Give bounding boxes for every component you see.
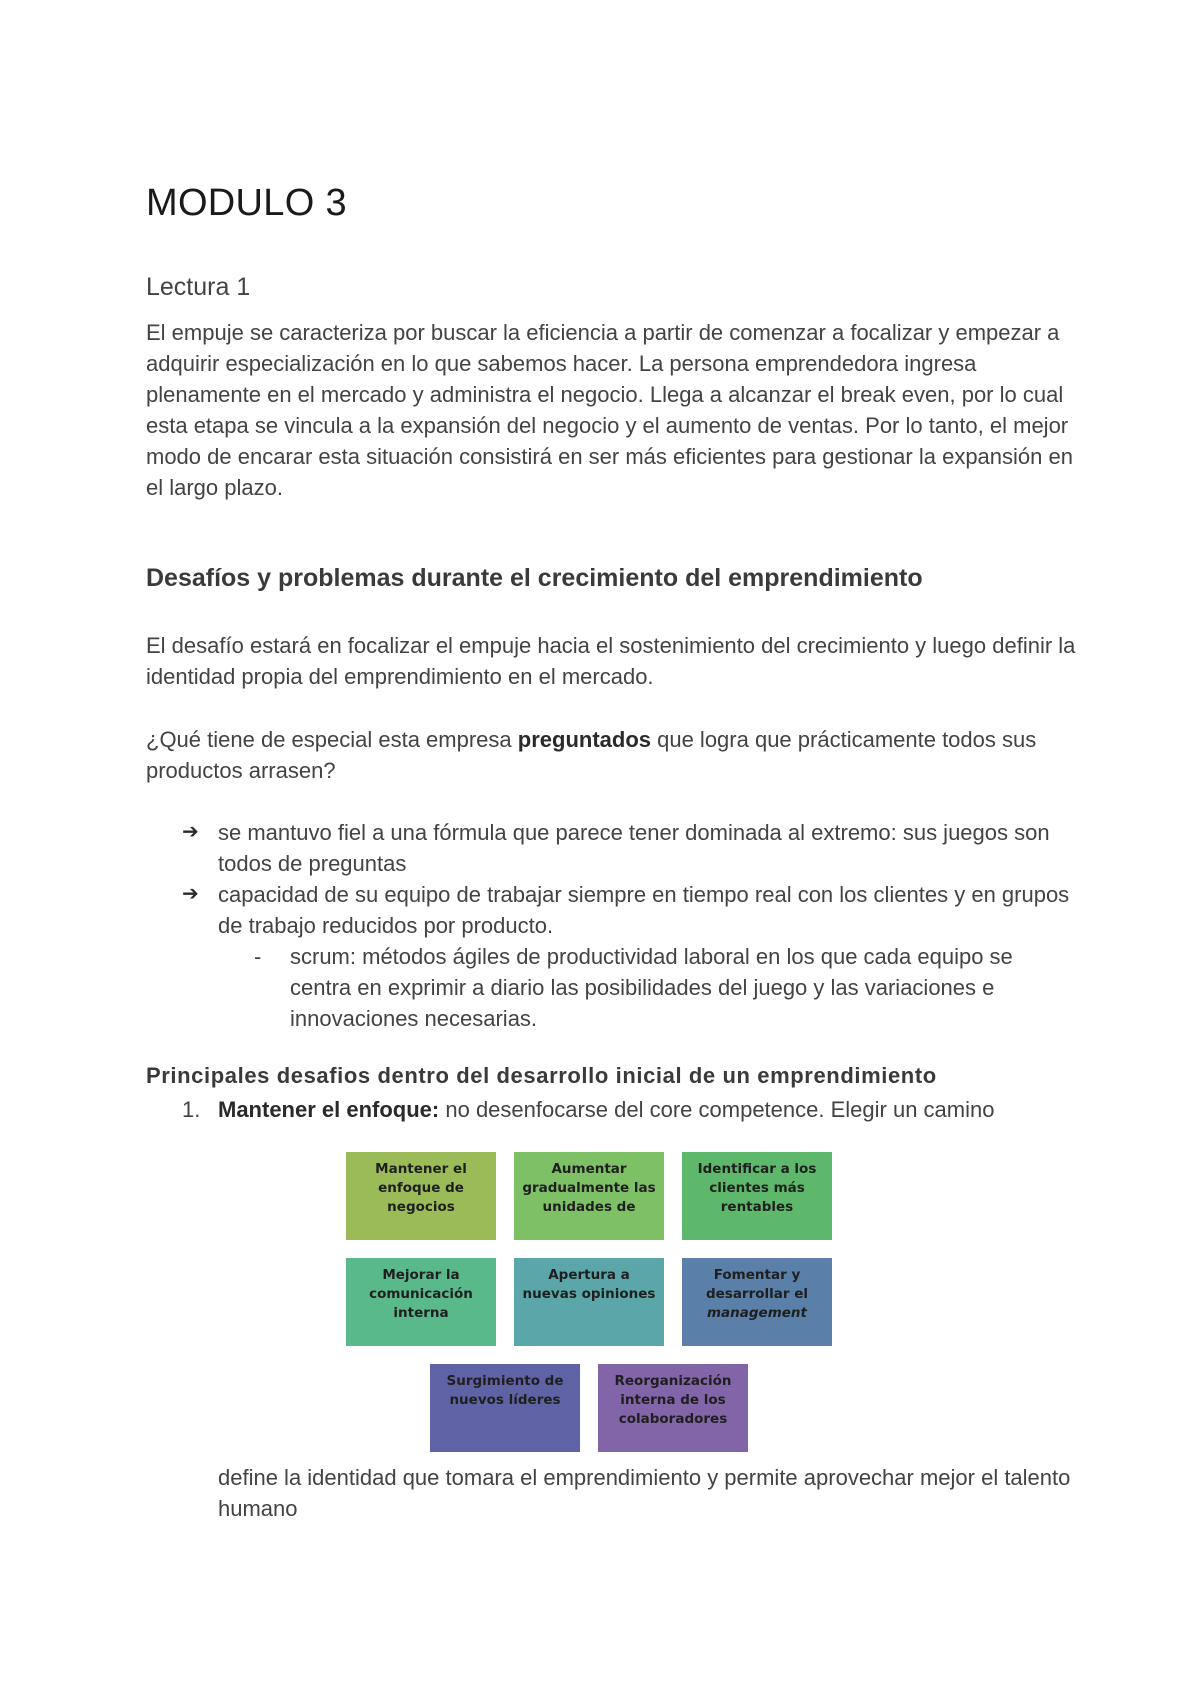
box-label: Reorganización interna de los colaboradores: [614, 1373, 732, 1427]
question-text-after: que logra que prácticamente todos sus productos arrasen?: [146, 727, 1037, 783]
lectura-paragraph: El empuje se caracteriza por buscar la eficiencia a partir de comenzar a focalizar y empezar a adquirir especialización en lo que sabemos hacer. La persona emprendedora ingresa plenamente en el mercado y administra el negocio. Llega a alcanzar el break even, por lo cual esta etapa se vincula a la expansión del negocio y el aumento de ventas. Por lo tanto, el mejor modo de encarar esta situación consistirá en ser más eficientes para gestionar la expansión en el largo plazo.: [146, 320, 1073, 500]
bullet-text: se mantuvo fiel a una fórmula que parece tener dominada al extremo: sus juegos son todos de preguntas: [218, 820, 1050, 876]
list-item: [218, 941, 1076, 1034]
diagram-box-mantener-enfoque: [346, 1152, 496, 1240]
box-label: Surgimiento de nuevos líderes: [446, 1373, 564, 1408]
list-item: [146, 879, 1076, 1034]
diagram-box-aumentar-unidades: [514, 1152, 664, 1240]
diagram-box-mejorar-comunicacion: [346, 1258, 496, 1346]
section-heading: Desafíos y problemas durante el crecimiento del emprendimiento: [146, 564, 923, 592]
bullet-list: [146, 817, 1076, 1034]
diagram-box-surgimiento-lideres: [430, 1364, 580, 1452]
box-label: Identificar a los clientes más rentables: [697, 1161, 817, 1215]
item-text: [146, 1094, 1076, 1125]
lectura-heading: Lectura 1: [146, 273, 251, 301]
numbered-item: [146, 1094, 1076, 1125]
list-item: [146, 817, 1076, 879]
bullet-text: capacidad de su equipo de trabajar siempre en tiempo real con los clientes y en grupos de trabajo reducidos por producto.: [218, 882, 1070, 938]
principales-heading: Principales desafios dentro del desarrollo inicial de un emprendimiento: [146, 1063, 937, 1088]
box-label: Fomentar y desarrollar el: [705, 1267, 809, 1302]
sub-bullet-text: scrum: métodos ágiles de productividad laboral en los que cada equipo se centra en exprimir a diario las posibilidades del juego y las variaciones e innovaciones necesarias.: [290, 944, 1013, 1031]
question-text-before: ¿Qué tiene de especial esta empresa: [146, 727, 518, 752]
diagram-box-identificar-clientes: [682, 1152, 832, 1240]
diagram-box-reorganizacion: [598, 1364, 748, 1452]
diagram-box-fomentar-management: [682, 1258, 832, 1346]
box-label: Apertura a nuevas opiniones: [522, 1267, 656, 1302]
arrow-icon: ➔: [182, 821, 199, 843]
dash-marker: -: [254, 944, 262, 969]
item-bold-label: Mantener el enfoque:: [218, 1097, 440, 1122]
sub-bullet-list: [218, 941, 1076, 1034]
question-paragraph: [146, 724, 1076, 786]
box-label-italic: management: [706, 1305, 807, 1321]
after-diagram-paragraph: define la identidad que tomara el emprendimiento y permite aprovechar mejor el talento humano: [218, 1465, 1071, 1521]
page-title: MODULO 3: [146, 182, 347, 224]
item-number: 1.: [182, 1097, 201, 1122]
arrow-icon: ➔: [182, 883, 199, 905]
question-bold-term: preguntados: [517, 727, 651, 752]
item-description: no desenfocarse del core competence. Elegir un camino: [439, 1097, 995, 1122]
section-paragraph: El desafío estará en focalizar el empuje hacia el sostenimiento del crecimiento y luego definir la identidad propia del emprendimiento en el mercado.: [146, 633, 1076, 689]
box-label: Aumentar gradualmente las unidades de: [522, 1161, 656, 1215]
box-label: Mantener el enfoque de negocios: [375, 1161, 467, 1215]
box-label: Mejorar la comunicación interna: [369, 1267, 473, 1321]
diagram-box-apertura-opiniones: [514, 1258, 664, 1346]
